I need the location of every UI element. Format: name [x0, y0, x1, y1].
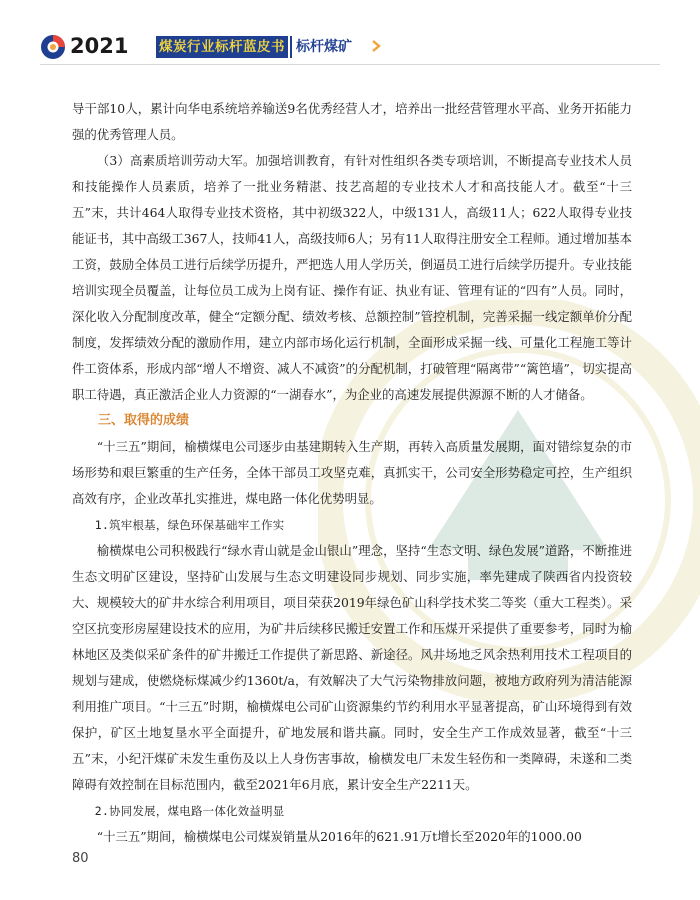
subheading-2: 2.协同发展，煤电路一体化效益明显: [94, 804, 285, 818]
header-divider: [290, 36, 292, 58]
report-year: 2021: [70, 34, 129, 58]
book-title: 煤炭行业标杆蓝皮书: [156, 36, 288, 58]
paragraph-3: “十三五”期间，榆横煤电公司逐步由基建期转入生产期，再转入高质量发展期，面对错综复杂的市场形势和艰巨繁重的生产任务，全体干部员工攻坚克难，真抓实干，公司安全形势稳定可控，生产组织高效有序，企业改革扎实推进，煤电路一体化优势明显。: [72, 439, 632, 506]
paragraph-1: 导干部10人，累计向华电系统培养输送9名优秀经营人才，培养出一批经营管理水平高、业务开拓能力强的优秀管理人员。: [72, 101, 632, 142]
chevron-right-icon: [370, 39, 384, 53]
paragraph-4: 榆横煤电公司积极践行“绿水青山就是金山银山”理念，坚持“生态文明、绿色发展”道路，不断推进生态文明矿区建设，坚持矿山发展与生态文明建设同步规划、同步实施，率先建成了陕西省内投资较大、规模较大的矿井水综合利用项目，项目荣获2019年绿色矿山科学技术奖二等奖（重大工程类）。采空区抗变形房屋建设技术的应用，为矿井后续移民搬迁安置工作和压煤开采提供了重要参考，同时为榆林地区及类似采矿条件的矿井搬迁工作提供了新思路、新途径。风井场地乏风余热利用技术工程项目的规划与建成，使燃烧标煤减少约1360t/a，有效解决了大气污染物排放问题，被地方政府列为清洁能源利用推广项目。“十三五”时期，榆横煤电公司矿山资源集约节约利用水平显著提高，矿山环境得到有效保护，矿区土地复垦水平全面提升，矿地发展和谐共赢。同时，安全生产工作成效显著，截至“十三五”末，小纪汗煤矿未发生重伤及以上人身伤害事故，榆横发电厂未发生轻伤和一类障碍，未遂和二类障碍有效控制在目标范围内，截至2021年6月底，累计安全生产2211天。: [72, 543, 632, 792]
paragraph-2: （3）高素质培训劳动大军。加强培训教育，有针对性组织各类专项培训，不断提高专业技术人员和技能操作人员素质，培养了一批业务精湛、技艺高超的专业技术人才和高技能人才。截至“十三五”末，共计464人取得专业技术资格，其中初级322人，中级131人，高级11人；622人取得专业技能证书，其中高级工367人，技师41人，高级技师6人；另有11人取得注册安全工程师。通过增加基本工资，鼓励全体员工进行后续学历提升，严把选人用人学历关，倒逼员工进行后续学历提升。专业技能培训实现全员覆盖，让每位员工成为上岗有证、操作有证、执业有证、管理有证的“四有”人员。同时，深化收入分配制度改革，健全“定额分配、绩效考核、总额控制”管控机制，完善采掘一线定额单价分配制度，发挥绩效分配的激励作用，建立内部市场化运行机制，全面形成采掘一线、可量化工程施工等计件工资体系，形成内部“增人不增资、减人不减资”的分配机制，打破管理“隔离带”“篱笆墙”，切实提高职工待遇，真正激活企业人力资源的“一湖春水”，为企业的高速发展提供源源不断的人才储备。: [72, 153, 632, 402]
paragraph-5: “十三五”期间，榆横煤电公司煤炭销量从2016年的621.91万t增长至2020年的1000.00: [96, 829, 582, 844]
page-number: 80: [72, 851, 89, 866]
page-header: [40, 32, 680, 62]
subheading-1: 1.筑牢根基，绿色环保基础牢工作实: [94, 518, 285, 532]
section-heading: 三、取得的成绩: [98, 413, 190, 428]
header-rule: [40, 64, 660, 65]
section-tag: 标杆煤矿: [296, 39, 352, 55]
company-logo-icon: [40, 34, 66, 60]
main-content: [72, 96, 632, 850]
